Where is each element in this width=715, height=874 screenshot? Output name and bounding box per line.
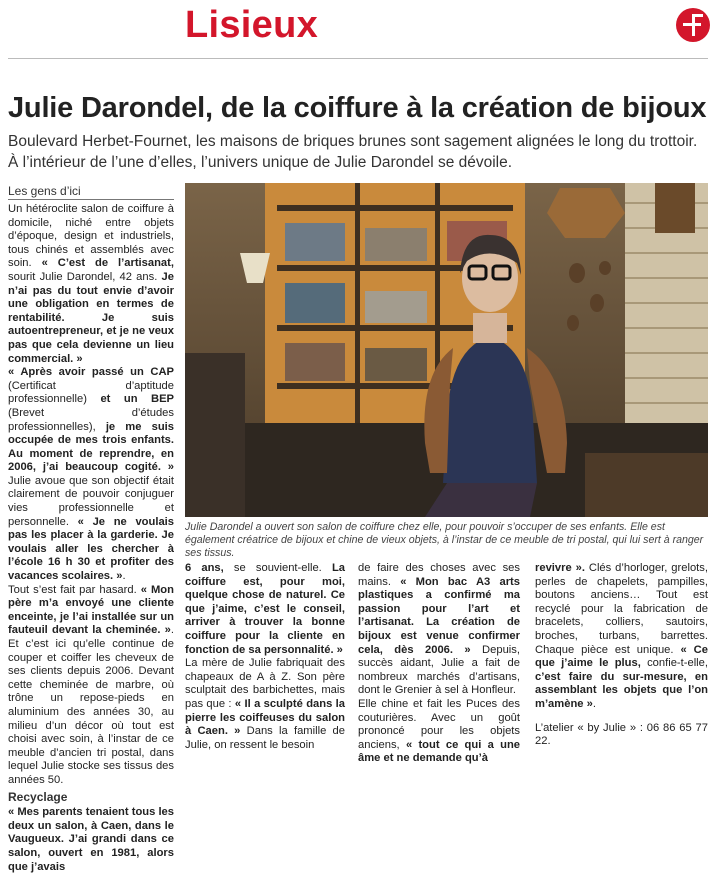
text-run: sourit Julie Darondel, 42 ans. xyxy=(8,270,162,283)
subheading: Recyclage xyxy=(8,789,68,804)
paragraph xyxy=(8,366,174,584)
standfirst: Boulevard Herbet-Fournet, les maisons de briques brunes sont sagement alignées le long du trottoir. À l’intérieur de l’une d’elles, l’univers unique de Julie Darondel se dévoile. xyxy=(8,133,698,171)
bold-text-run: La coiffure est, pour moi, quelque chose de naturel. Ce que j’aime, c’est le conseil, arriver à trouver la bonne coiffure pour la cliente en fonction de sa personnalité. » xyxy=(185,562,346,656)
bold-text-run: Je n’ai pas du tout envie d’avoir une obligation en termes de rentabilité. Je suis autoentrepreneur, et je ne veux pas que cela devienne un lieu commercial. » xyxy=(8,270,174,365)
bold-text-run: « Après avoir passé un CAP xyxy=(8,366,174,379)
bold-text-run: « Ce que j’aime le plus, xyxy=(535,643,708,670)
bold-text-run: je me suis occupée de mes trois enfants. Au moment de reprendre, en 2006, j’ai beaucoup cogité. » xyxy=(8,420,174,474)
bold-text-run: « tout ce qui a une âme et ne demande qu’à xyxy=(358,738,520,765)
photo-caption: Julie Darondel a ouvert son salon de coiffure chez elle, pour pouvoir s’occuper de ses enfants. Elle est également créatrice de bijoux et chine de vieux objets, à l’instar de ce meuble de tri postal, qui lui sert à ranger ses tissus. xyxy=(185,521,704,559)
bold-text-run: 6 ans, xyxy=(185,562,224,574)
text-run: confie-t-elle, xyxy=(640,657,709,670)
article-column-2 xyxy=(185,562,345,752)
headline: Julie Darondel, de la coiffure à la création de bijoux xyxy=(8,92,707,124)
text-run: (Certificat d’aptitude professionnelle) xyxy=(8,379,174,406)
bold-text-run: c’est faire du sur-mesure, en assemblant les objets que l’on m’amène » xyxy=(535,670,708,710)
text-run: . xyxy=(122,570,126,583)
article-column-1 xyxy=(8,203,174,874)
paragraph xyxy=(8,203,174,366)
text-run: Un hétéroclite salon de coiffure à domicile, niché entre objets d’époque, design et industriels, tous chinés et assemblés avec soin. xyxy=(8,203,174,270)
contact-phone: 06 86 65 77 22. xyxy=(535,721,708,748)
paragraph xyxy=(358,562,520,698)
text-run: (Brevet d’études professionnelles), xyxy=(8,406,174,433)
section-title: Lisieux xyxy=(185,4,319,46)
text-run: . xyxy=(592,697,596,710)
article-column-3 xyxy=(358,562,520,766)
text-run: Julie avoue que son objectif était clairement de pouvoir conjuguer vies professionnelle et personnelle. xyxy=(8,474,174,528)
contact-line xyxy=(535,722,708,749)
paragraph xyxy=(358,698,520,766)
bold-text-run: « Mon bac A3 arts plastiques a confirmé ma passion pour l’art et l’artisanat. La création de bijoux est venue confirmer cela, dès 2006. » xyxy=(358,575,520,656)
text-run: Elle chine et fait les Puces des couturières. Avec un goût prononcé pour les objets anciens, xyxy=(358,697,520,751)
paragraph xyxy=(535,562,708,712)
text-run: se souvient-elle. xyxy=(223,562,332,574)
header-rule xyxy=(8,58,708,59)
text-run: La mère de Julie fabriquait des chapeaux de A à Z. Son père sculptait des barbichettes, mais pas que : xyxy=(185,657,345,710)
paragraph xyxy=(185,657,345,752)
bold-text-run: « Mes parents tenaient tous les deux un salon, à Caen, dans le Vaugueux. J’ai grandi dans ce salon, ouvert en 1981, alors que j’avais xyxy=(8,806,174,873)
text-run: Dans la famille de Julie, on ressent le besoin xyxy=(185,725,345,751)
text-run: Tout s’est fait par hasard. xyxy=(8,583,141,596)
text-run: . Et c’est ici qu’elle continue de couper et coiffer les cheveux de ses clients depuis 2006. Devant cette cheminée de marbre, où trône un repose-pieds en aluminium des années 30, au milieu d’un décor où tout est choisi avec soin, à l’instar de ce meuble d’ancien tri postal, dans lequel Julie stocke ses tissus des années 50. xyxy=(8,624,174,786)
contact-label: L’atelier « by Julie » : xyxy=(535,721,643,734)
bold-text-run: « Il a sculpté dans la pierre les coiffeuses du salon à Caen. » xyxy=(185,697,345,738)
bold-text-run: « C’est de l’artisanat, xyxy=(41,257,174,270)
bold-text-run: revivre ». xyxy=(535,562,585,574)
paragraph xyxy=(8,806,174,874)
article-photo xyxy=(185,183,708,517)
paragraph xyxy=(185,562,345,657)
bold-text-run: « Je ne voulais pas les placer à la garderie. Je voulais aller les chercher à l’école 16 h 30 et profiter des vacances scolaires. » xyxy=(8,515,174,583)
bold-text-run: « Mon père m’a envoyé une cliente enceinte, je l’ai installée sur un fauteuil devant la cheminée. » xyxy=(8,583,174,637)
article-column-4 xyxy=(535,562,708,749)
paragraph xyxy=(8,584,174,788)
text-run: de faire des choses avec ses mains. xyxy=(358,562,520,588)
rubric-label: Les gens d’ici xyxy=(8,184,174,200)
text-run: Depuis, succès aidant, Julie a fait de nombreux marchés d’artisans, dont le Grenier à sel à Honfleur. xyxy=(358,643,520,697)
text-run: Clés d’horloger, grelots, perles de chapelets, pampilles, boutons anciens… Tout est recyclé pour la fabrication de bracelets, colliers, sautoirs, broches, turbans, barrettes. Chaque pièce est unique. xyxy=(535,562,708,656)
photo-illustration xyxy=(185,183,708,517)
newspaper-logo-icon xyxy=(676,8,710,42)
bold-text-run: et un BEP xyxy=(100,393,174,406)
